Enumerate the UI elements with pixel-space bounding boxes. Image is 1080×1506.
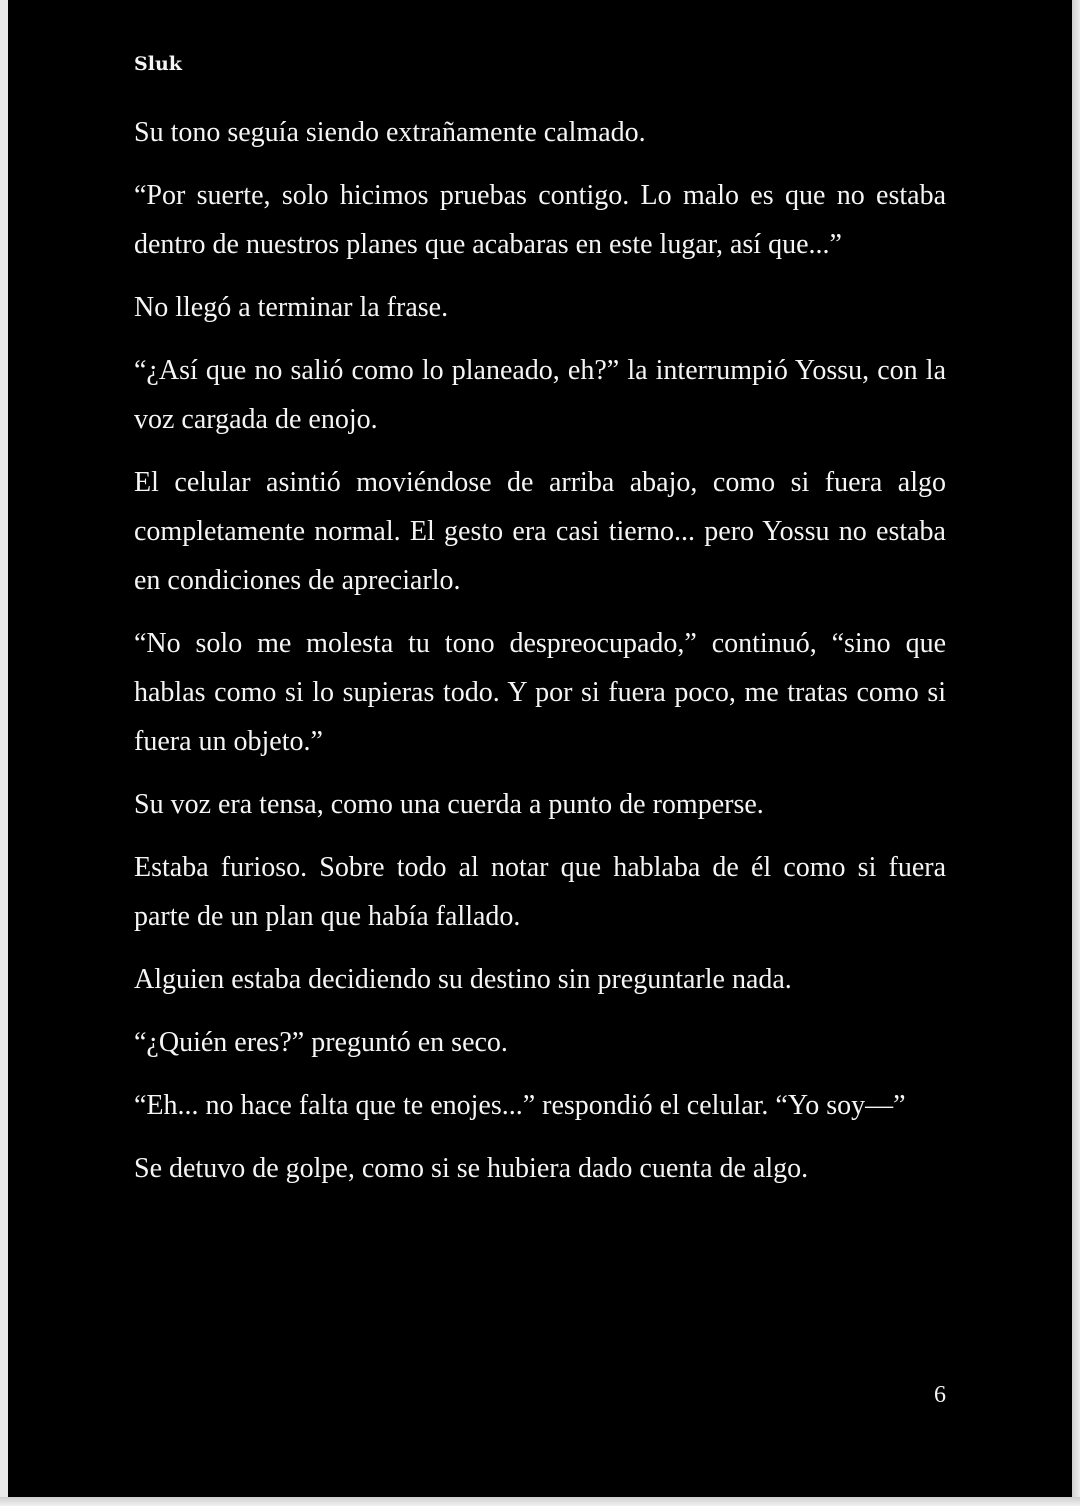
- running-header-title: Sluk: [134, 53, 182, 75]
- paragraph: “Eh... no hace falta que te enojes...” respondió el celular. “Yo soy—”: [134, 1090, 906, 1121]
- paragraph: Su voz era tensa, como una cuerda a punto de romperse.: [134, 789, 764, 820]
- paragraph: “¿Así que no salió como lo planeado, eh?” la interrumpió Yossu, con la voz cargada de enojo.: [134, 355, 946, 435]
- viewer-edge-bottom: [0, 1497, 1080, 1506]
- page-number: 6: [934, 1382, 946, 1408]
- paragraph: “No solo me molesta tu tono despreocupado,” continuó, “sino que hablas como si lo supieras todo. Y por si fuera poco, me tratas como si fuera un objeto.”: [134, 628, 946, 757]
- viewer-edge-right: [1072, 0, 1080, 1506]
- paragraph: El celular asintió moviéndose de arriba abajo, como si fuera algo completamente normal. El gesto era casi tierno... pero Yossu no estaba en condiciones de apreciarlo.: [134, 467, 946, 596]
- document-page: [8, 0, 1072, 1497]
- page-body: [134, 108, 946, 1207]
- paragraph: Alguien estaba decidiendo su destino sin preguntarle nada.: [134, 964, 792, 995]
- paragraph: “Por suerte, solo hicimos pruebas contigo. Lo malo es que no estaba dentro de nuestros planes que acabaras en este lugar, así que...”: [134, 180, 946, 260]
- paragraph: Estaba furioso. Sobre todo al notar que hablaba de él como si fuera parte de un plan que había fallado.: [134, 852, 946, 932]
- paragraph: No llegó a terminar la frase.: [134, 292, 449, 323]
- paragraph: Su tono seguía siendo extrañamente calmado.: [134, 117, 646, 148]
- paragraph: Se detuvo de golpe, como si se hubiera dado cuenta de algo.: [134, 1153, 809, 1184]
- paragraph: “¿Quién eres?” preguntó en seco.: [134, 1027, 508, 1058]
